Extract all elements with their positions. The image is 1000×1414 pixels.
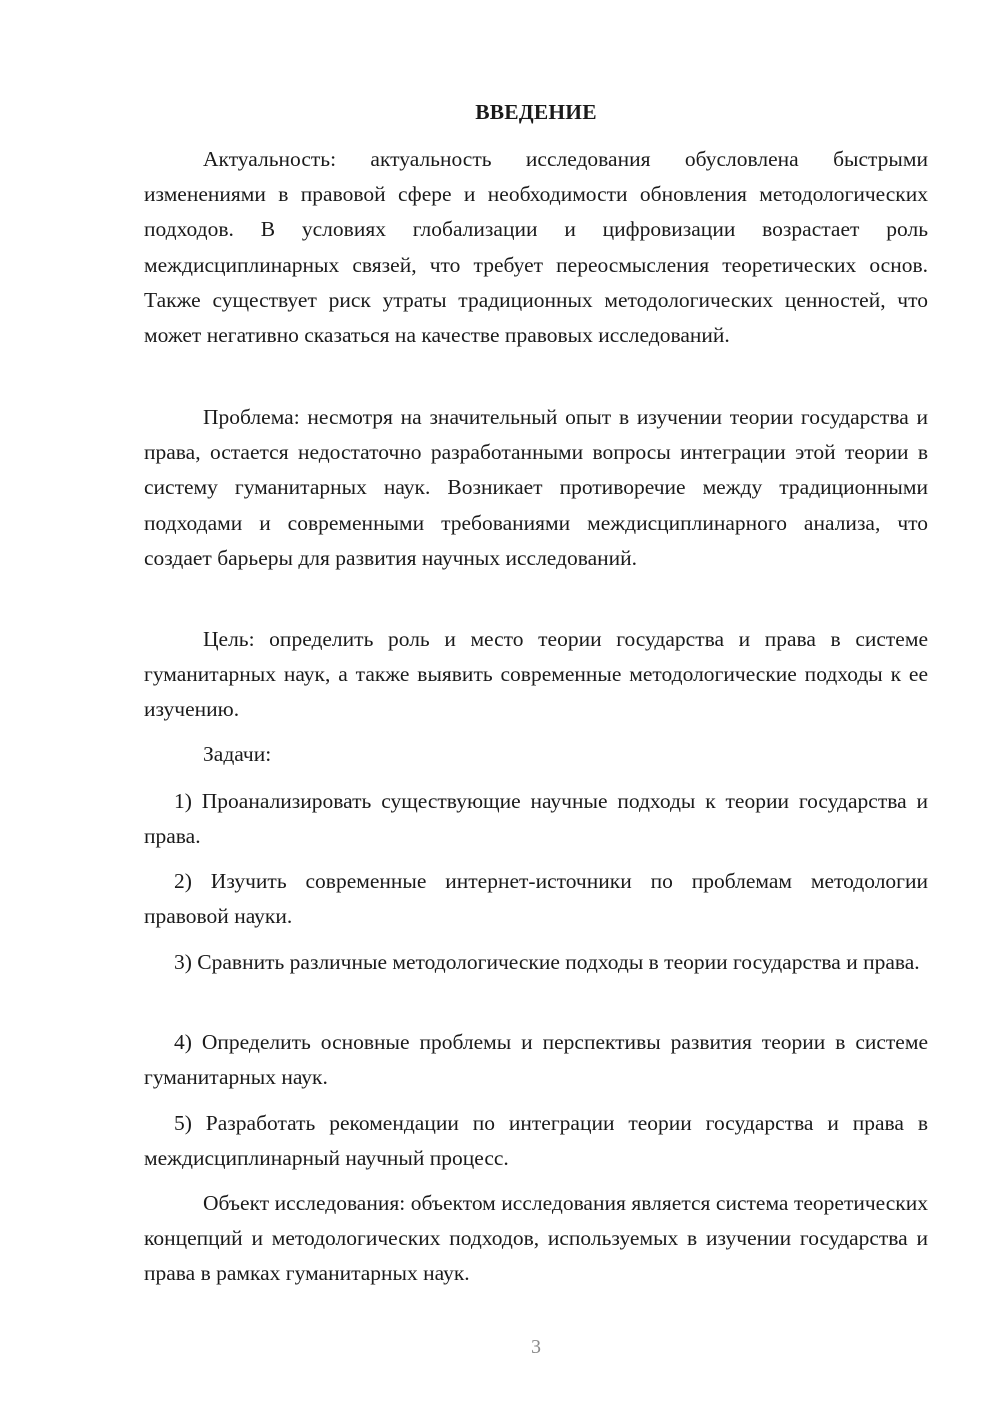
goal-paragraph: Цель: определить роль и место теории государства и права в системе гуманитарных наук, а также выявить современные методологические подходы к ее изучению. [144,627,928,722]
task-item-2: 2) Изучить современные интернет-источники по проблемам методологии правовой науки. [144,869,928,929]
problem-paragraph: Проблема: несмотря на значительный опыт в изучении теории государства и права, остается недостаточно разработанными вопросы интеграции этой теории в систему гуманитарных наук. Возникает противоречие между традиционными подходами и современными требованиями междисциплинарного анализа, что создает барьеры для развития научных исследований. [144,405,928,570]
page-number: 3 [531,1336,541,1358]
section-heading: ВВЕДЕНИЕ [475,100,597,124]
task-item-4: 4) Определить основные проблемы и перспективы развития теории в системе гуманитарных наук. [144,1030,928,1090]
task-item-3: 3) Сравнить различные методологические подходы в теории государства и права. [174,950,920,974]
task-item-1: 1) Проанализировать существующие научные подходы к теории государства и права. [144,789,928,849]
task-item-5: 5) Разработать рекомендации по интеграции теории государства и права в междисциплинарный научный процесс. [144,1111,928,1171]
relevance-paragraph: Актуальность: актуальность исследования обусловлена быстрыми изменениями в правовой сфере и необходимости обновления методологических подходов. В условиях глобализации и цифровизации возрастает роль междисциплинарных связей, что требует переосмысления теоретических основ. Также существует риск утраты традиционных методологических ценностей, что может негативно сказаться на качестве правовых исследований. [144,147,928,348]
tasks-heading: Задачи: [203,742,272,766]
object-paragraph: Объект исследования: объектом исследования является система теоретических концепций и методологических подходов, используемых в изучении государства и права в рамках гуманитарных наук. [144,1191,928,1286]
